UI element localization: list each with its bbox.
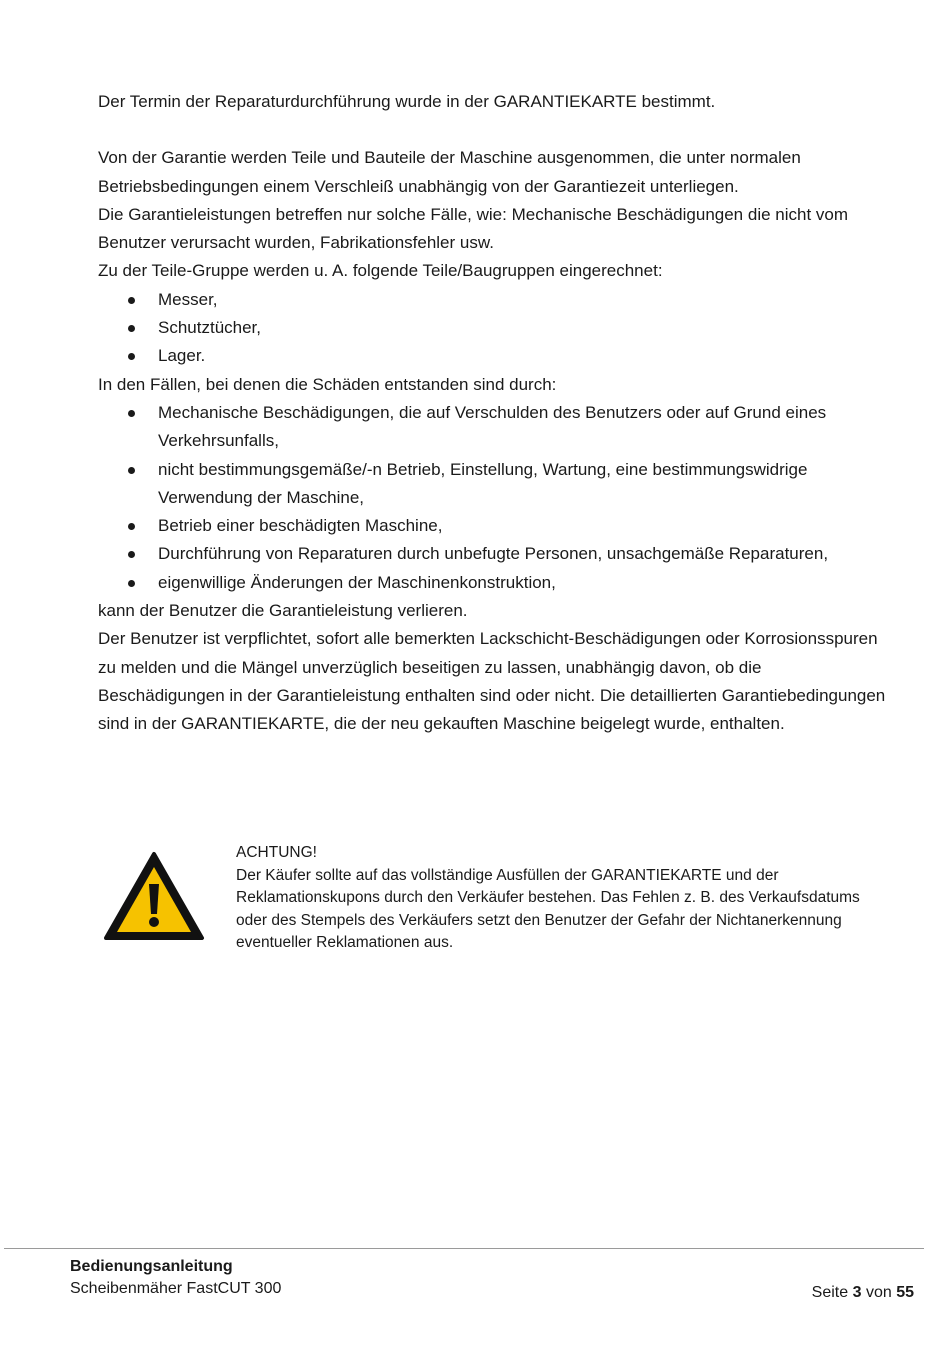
- paragraph-lose-warranty: kann der Benutzer die Garantieleistung verlieren.: [98, 601, 468, 621]
- warning-heading: ACHTUNG!: [236, 844, 317, 861]
- list-item: eigenwillige Änderungen der Maschinenkonstruktion,: [98, 569, 888, 597]
- parts-list: [98, 286, 888, 371]
- footer-title: Bedienungsanleitung: [70, 1258, 233, 1275]
- list-item: Messer,: [98, 286, 888, 314]
- page-total: 55: [896, 1284, 914, 1301]
- causes-list: [98, 399, 888, 597]
- footer-document-info: [70, 1256, 281, 1300]
- paragraph-damage-causes: In den Fällen, bei denen die Schäden entstanden sind durch:: [98, 374, 557, 394]
- paragraph-warranty-scope: Die Garantieleistungen betreffen nur solche Fälle, wie: Mechanische Beschädigungen die nicht vom Benutzer verursacht wurden, Fabrikationsfehler usw.: [98, 204, 849, 253]
- paragraph-user-obligation: Der Benutzer ist verpflichtet, sofort alle bemerkten Lackschicht-Beschädigungen oder Korrosionsspuren zu melden und die Mängel unverzüglich beseitigen zu lassen, unabhängig davon, ob die Beschädigungen in der Garantieleistung enthalten sind oder nicht. Die detaillierten Garantiebedingungen sind in der GARANTIEKARTE, die der neu gekauften Maschine beigelegt wurde, enthalten.: [98, 629, 886, 734]
- warning-notice: [98, 842, 888, 972]
- warning-text: Der Käufer sollte auf das vollständige Ausfüllen der GARANTIEKARTE und der Reklamationskupons durch den Verkäufer bestehen. Das Fehlen z. B. des Verkaufsdatums oder des Stempels des Verkäufers setzt den Benutzer der Gefahr der Nichtanerkennung eventueller Reklamationen aus.: [236, 866, 860, 951]
- page-current: 3: [852, 1284, 862, 1301]
- paragraph-parts-group: Zu der Teile-Gruppe werden u. A. folgende Teile/Baugruppen eingerechnet:: [98, 261, 663, 281]
- paragraph-wear-parts: Von der Garantie werden Teile und Bauteile der Maschine ausgenommen, die unter normalen Betriebsbedingungen einem Verschleiß unabhängig von der Garantiezeit unterliegen.: [98, 148, 801, 196]
- footer-subtitle: Scheibenmäher FastCUT 300: [70, 1280, 282, 1297]
- page-separator: von: [865, 1284, 892, 1301]
- list-item: Schutztücher,: [98, 314, 888, 342]
- page-number: [812, 1282, 914, 1304]
- paragraph-repair-date: Der Termin der Reparaturdurchführung wurde in der GARANTIEKARTE bestimmt.: [98, 92, 716, 111]
- list-item: Lager.: [98, 342, 888, 370]
- footer-divider: [4, 1248, 924, 1249]
- document-body: [98, 88, 888, 739]
- list-item: Mechanische Beschädigungen, die auf Verschulden des Benutzers oder auf Grund eines Verkehrsunfalls,: [98, 399, 888, 456]
- list-item: nicht bestimmungsgemäße/-n Betrieb, Einstellung, Wartung, eine bestimmungswidrige Verwendung der Maschine,: [98, 456, 888, 513]
- warning-text-block: [236, 842, 881, 955]
- paragraph-gap: [98, 116, 888, 144]
- list-item: Durchführung von Reparaturen durch unbefugte Personen, unsachgemäße Reparaturen,: [98, 540, 888, 568]
- list-item: Betrieb einer beschädigten Maschine,: [98, 512, 888, 540]
- warning-exclamation-dot: [149, 917, 159, 927]
- page-prefix: Seite: [811, 1284, 849, 1301]
- warning-triangle-icon: [102, 850, 206, 942]
